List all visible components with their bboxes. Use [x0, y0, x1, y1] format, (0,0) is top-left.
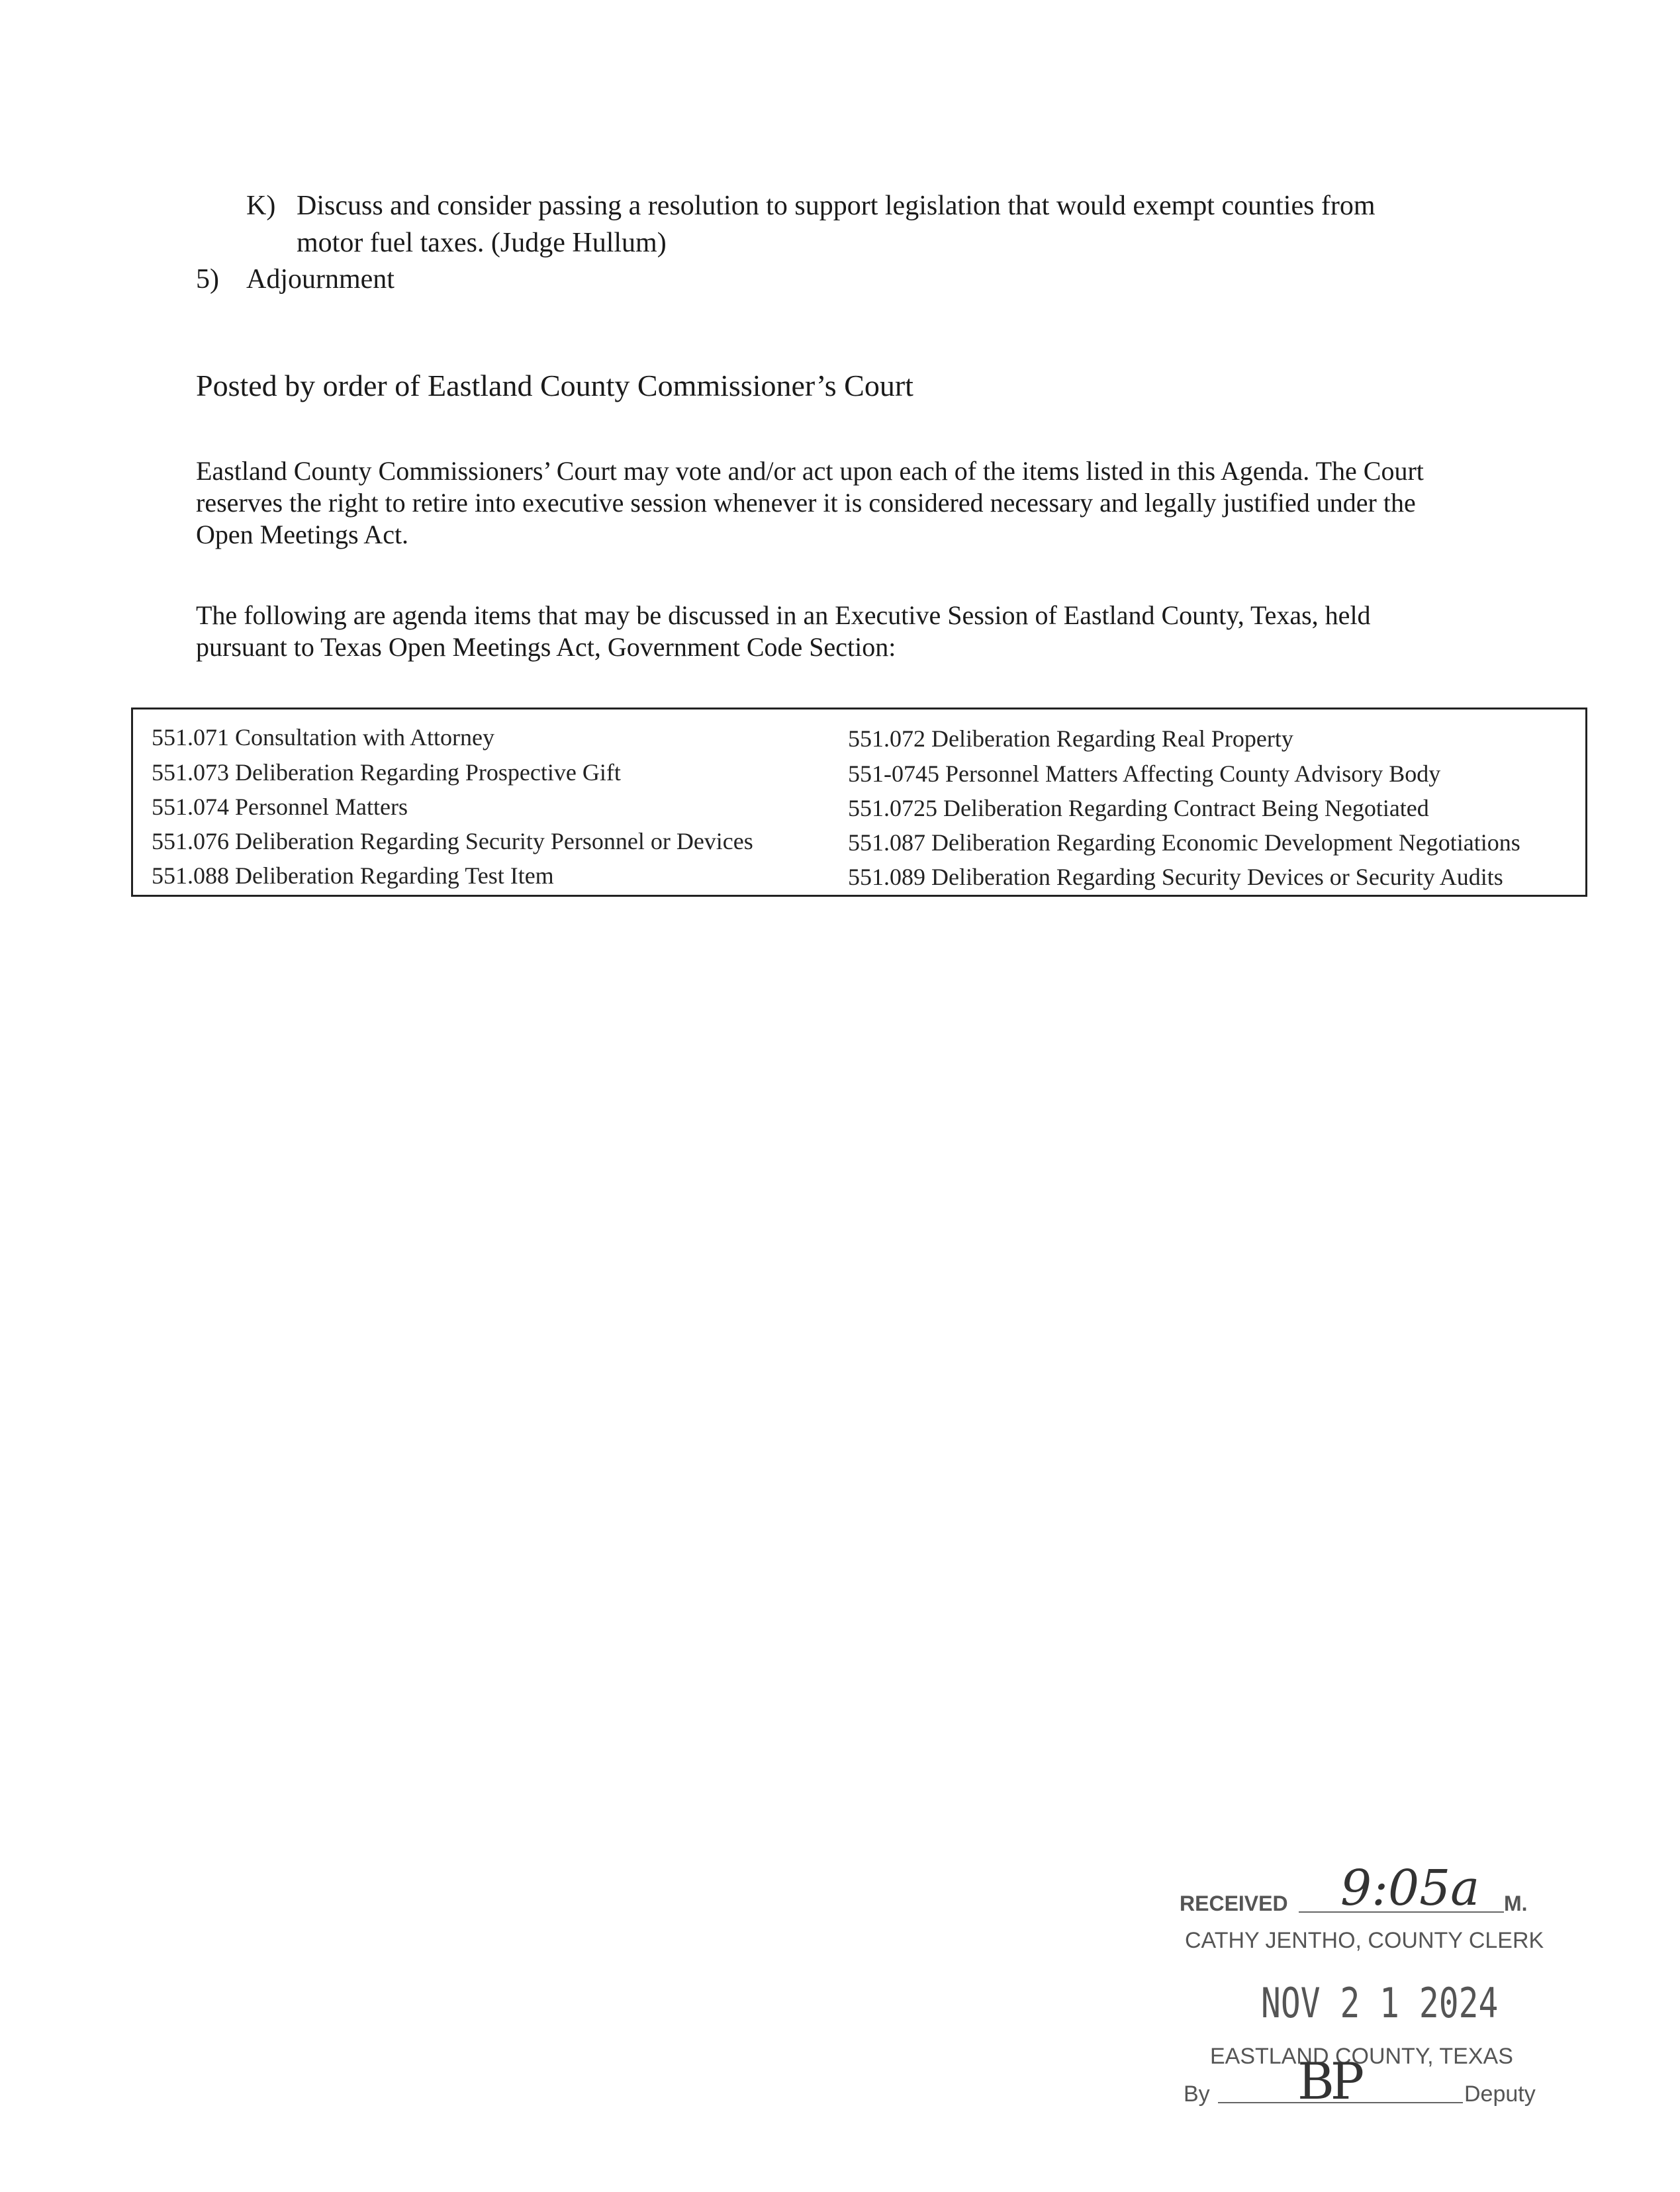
item-k-text-line1: Discuss and consider passing a resolution to support legislation that would exempt counties from	[297, 191, 1376, 221]
exec-code-right-4: 551.087 Deliberation Regarding Economic Development Negotiations	[848, 829, 1520, 856]
court-paragraph-line1: Eastland County Commissioners’ Court may vote and/or act upon each of the items listed in this Agenda. The Court	[196, 456, 1424, 486]
exec-code-left-3: 551.074 Personnel Matters	[152, 794, 408, 820]
exec-code-left-2: 551.073 Deliberation Regarding Prospective Gift	[152, 759, 621, 786]
exec-code-left-1: 551.071 Consultation with Attorney	[152, 724, 494, 751]
item-k-marker: K)	[246, 191, 276, 221]
exec-session-codes-box	[131, 708, 1587, 897]
exec-intro-line2: pursuant to Texas Open Meetings Act, Government Code Section:	[196, 632, 896, 662]
exec-code-right-3: 551.0725 Deliberation Regarding Contract Being Negotiated	[848, 795, 1429, 821]
stamp-received-suffix: M.	[1504, 1892, 1528, 1915]
court-paragraph-line3: Open Meetings Act.	[196, 520, 409, 549]
stamp-clerk-name: CATHY JENTHO, COUNTY CLERK	[1185, 1928, 1544, 1953]
court-paragraph-line2: reserves the right to retire into executive session whenever it is considered necessary and legally justified under the	[196, 488, 1416, 518]
stamp-deputy-initials: BP	[1297, 2052, 1360, 2111]
exec-code-right-5: 551.089 Deliberation Regarding Security Devices or Security Audits	[848, 864, 1503, 890]
exec-intro-line1: The following are agenda items that may be discussed in an Executive Session of Eastland County, Texas, held	[196, 600, 1371, 630]
stamp-received-label: RECEIVED	[1180, 1892, 1288, 1915]
exec-code-right-1: 551.072 Deliberation Regarding Real Property	[848, 725, 1293, 752]
exec-code-left-5: 551.088 Deliberation Regarding Test Item	[152, 862, 554, 889]
exec-intro-paragraph	[196, 600, 1599, 663]
item-5-label: Adjournment	[246, 264, 395, 295]
item-k-text-line2: motor fuel taxes. (Judge Hullum)	[297, 228, 667, 258]
stamp-deputy-label: Deputy	[1464, 2081, 1536, 2107]
exec-code-left-4: 551.076 Deliberation Regarding Security Personnel or Devices	[152, 828, 753, 854]
item-5-marker: 5)	[196, 264, 219, 295]
stamp-date: NOV 2 1 2024	[1261, 1979, 1499, 2027]
stamp-received-time: 9:05a	[1340, 1860, 1480, 1917]
court-paragraph	[196, 455, 1599, 551]
stamp-by-label: By	[1184, 2081, 1210, 2107]
posted-notice: Posted by order of Eastland County Commissioner’s Court	[196, 369, 913, 402]
stamp-county: EASTLAND COUNTY, TEXAS	[1210, 2044, 1513, 2069]
exec-code-right-2: 551-0745 Personnel Matters Affecting County Advisory Body	[848, 760, 1441, 787]
